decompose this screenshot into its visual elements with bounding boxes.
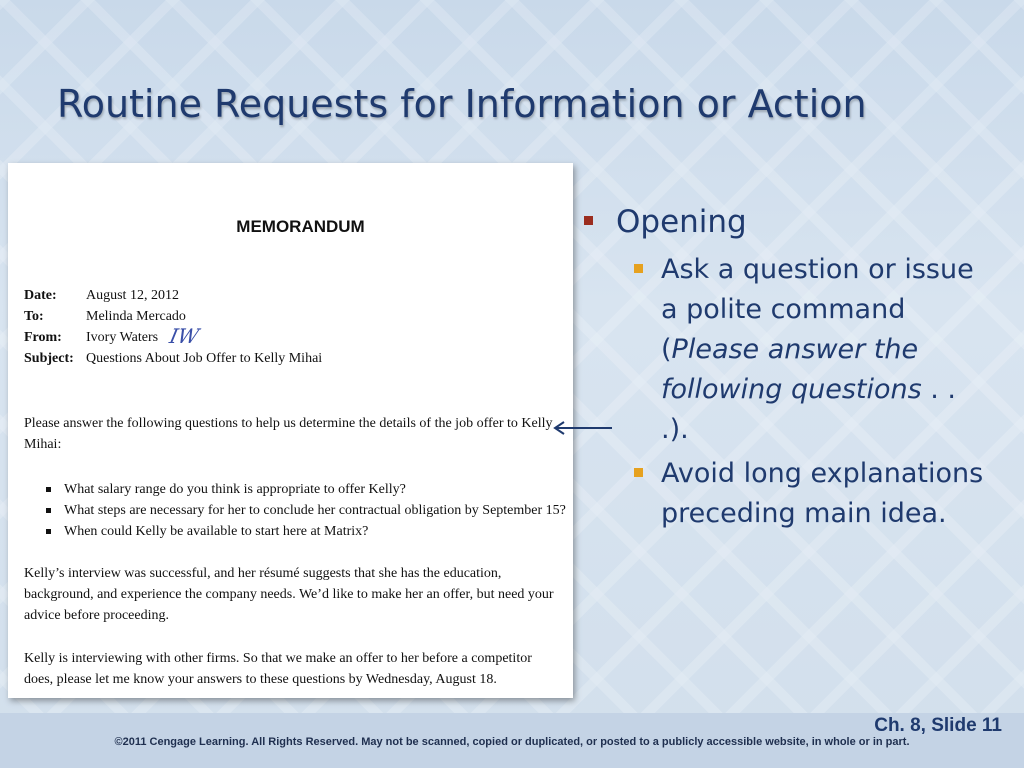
handwritten-initials: IW — [167, 324, 202, 348]
bullet-opening-text: Opening — [616, 204, 747, 240]
square-bullet-icon — [634, 468, 643, 477]
memo-from-row — [24, 330, 158, 346]
memo-intro-paragraph: Please answer the following questions to help us determine the details of the job offer to Kelly Mihai: — [24, 416, 553, 452]
memo-question-list — [44, 479, 564, 542]
memo-paragraph-2: Kelly’s interview was successful, and her résumé suggests that she has the education, background, and experience the company needs. We’d like to make her an offer, but need your advice before proceeding. — [24, 566, 554, 623]
sub-bullet-question-text: Ask a question or issue a polite command ( — [661, 254, 974, 365]
square-bullet-icon — [634, 264, 643, 273]
memo-to-value: Melinda Mercado — [86, 309, 186, 324]
memo-date-value: August 12, 2012 — [86, 288, 179, 303]
memo-paragraph-3: Kelly is interviewing with other firms. So that we make an offer to her before a competitor does, please let me know your answers to these questions by Wednesday, August 18. — [24, 651, 532, 687]
bullet-opening — [578, 202, 988, 242]
square-bullet-icon — [584, 216, 593, 225]
slide-bullets — [578, 202, 988, 534]
memo-question-item: What salary range do you think is appropriate to offer Kelly? — [44, 479, 564, 500]
copyright-notice: ©2011 Cengage Learning. All Rights Reserved. May not be scanned, copied or duplicated, or posted to a publicly accessible website, in whole or in part. — [114, 736, 910, 748]
memo-heading: MEMORANDUM — [236, 217, 365, 236]
memo-from-label: From: — [24, 330, 62, 345]
sub-bullet-question-end: . . .). — [661, 374, 957, 445]
memo-to-label: To: — [24, 309, 44, 324]
memo-subject-label: Subject: — [24, 351, 74, 366]
memo-subject-row — [24, 351, 322, 367]
memo-date-row — [24, 288, 179, 304]
memo-to-row — [24, 309, 186, 325]
memo-from-value: Ivory Waters — [86, 330, 159, 345]
sub-bullet-question — [578, 250, 988, 450]
memo-document — [8, 163, 573, 698]
memo-question-item: What steps are necessary for her to conclude her contractual obligation by September 15? — [44, 500, 564, 521]
slide-title: Routine Requests for Information or Action — [57, 82, 867, 126]
memo-question-item: When could Kelly be available to start here at Matrix? — [44, 521, 564, 542]
memo-subject-value: Questions About Job Offer to Kelly Mihai — [86, 351, 323, 366]
sub-bullet-question-italic: Please answer the following questions — [661, 334, 922, 405]
sub-bullet-avoid — [578, 454, 988, 534]
slide-number: Ch. 8, Slide 11 — [874, 715, 1002, 736]
sub-bullet-avoid-text: Avoid long explanations preceding main idea. — [661, 458, 984, 529]
memo-date-label: Date: — [24, 288, 57, 303]
